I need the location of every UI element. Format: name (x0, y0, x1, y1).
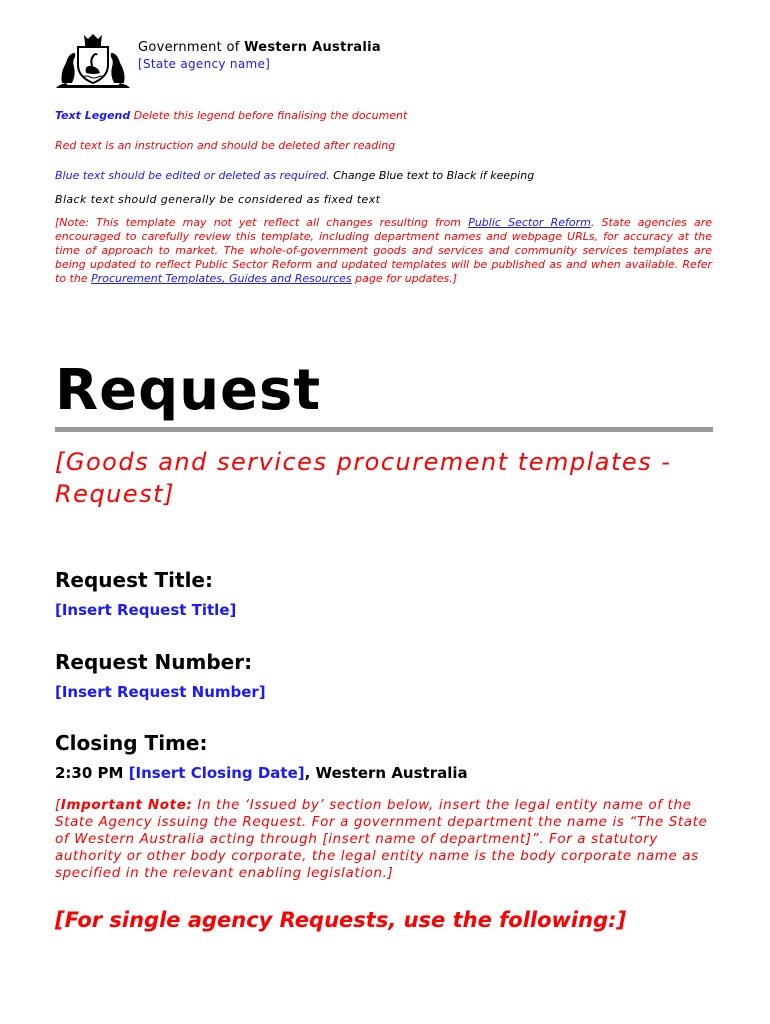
template-note (55, 216, 712, 286)
important-note-text: In the ‘Issued by’ section below, insert the legal entity name of the State Agency issuing the Request. For a government department the name is “The State of Western Australia acting through [insert name of department]”. For a statutory authority or other body corporate, the legal entity name is the body corporate name as specified in the relevant enabling legislation.] (55, 797, 708, 881)
legend-label: Text Legend (55, 109, 131, 122)
legend-black-line: Black text should generally be considered as fixed text (55, 193, 381, 206)
single-agency-heading: [For single agency Requests, use the following:] (55, 908, 627, 932)
closing-date: [Insert Closing Date] (128, 764, 305, 782)
important-note-label: Important Note: (60, 797, 193, 813)
note-text-2: . State agencies are encouraged to carefully review this template, including department names and webpage URLs, for accuracy at the time of approach to market. The whole-of-government goods and services and community services templates are being updated to reflect Public Sector Reform and updated templates will be published as and when available. Refer to the (55, 216, 713, 285)
title-rule (55, 427, 713, 432)
public-sector-reform-link[interactable]: Public Sector Reform (468, 216, 591, 229)
request-number-heading: Request Number: (55, 650, 253, 674)
closing-time: 2:30 PM (55, 764, 124, 782)
closing-time-heading: Closing Time: (55, 731, 208, 755)
request-title-value: [Insert Request Title] (55, 601, 237, 619)
government-name (138, 40, 381, 56)
legend-red-line: Red text is an instruction and should be deleted after reading (55, 139, 396, 152)
gov-state: Western Australia (244, 40, 381, 55)
agency-name: [State agency name] (138, 57, 271, 71)
important-note-open: [ (55, 797, 61, 813)
legend-line (55, 109, 407, 123)
document-title: Request (55, 358, 322, 423)
legend-black-instruction: Change Blue text to Black if keeping (333, 169, 535, 182)
note-text-1: [Note: This template may not yet reflect all changes resulting from (55, 216, 462, 229)
closing-time-value (55, 764, 468, 782)
note-text-3: page for updates.] (355, 272, 457, 285)
legend-blue-line (55, 169, 534, 183)
request-number-value: [Insert Request Number] (55, 683, 266, 701)
request-title-heading: Request Title: (55, 568, 213, 592)
wa-coat-of-arms-icon (56, 33, 130, 89)
legend-delete-note: Delete this legend before finalising the document (133, 109, 408, 122)
closing-location: , Western Australia (304, 764, 468, 782)
procurement-templates-link[interactable]: Procurement Templates, Guides and Resources (91, 272, 352, 285)
document-subtitle: [Goods and services procurement templates - Request] (55, 448, 672, 508)
gov-prefix: Government of (138, 40, 240, 55)
legend-blue-text: Blue text should be edited or deleted as required. (55, 169, 330, 182)
important-note (55, 797, 715, 882)
